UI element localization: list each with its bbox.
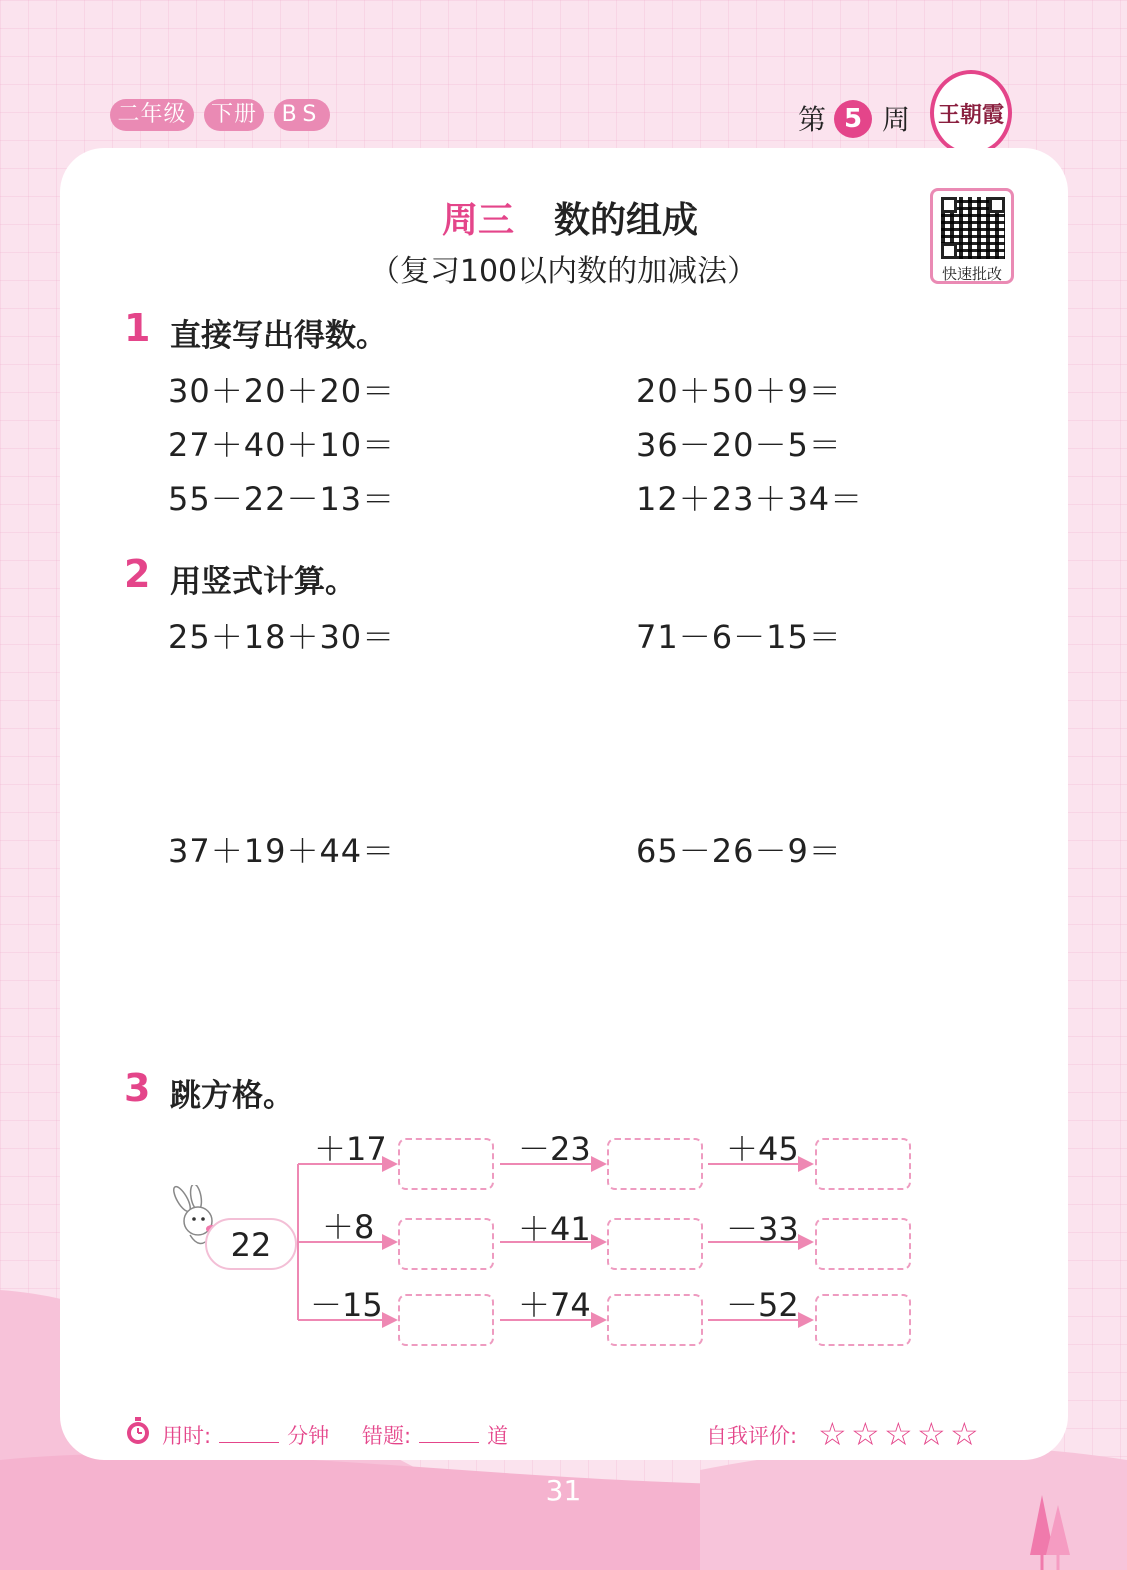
time-unit: 分钟 [287, 1424, 330, 1448]
answer-box[interactable] [398, 1138, 494, 1190]
equation: 12＋23＋34＝ [636, 480, 864, 518]
answer-box[interactable] [607, 1294, 703, 1346]
errors-blank[interactable] [419, 1442, 479, 1443]
page-title: 数的组成 [554, 200, 699, 241]
jump-operation: －33 [726, 1210, 799, 1248]
errors-field [362, 1420, 508, 1450]
answer-box[interactable] [398, 1218, 494, 1270]
page-subtitle: （复习100以内数的加减法） [369, 254, 758, 289]
jump-operation: －15 [310, 1286, 383, 1324]
rating-star[interactable]: ☆ [851, 1415, 880, 1453]
grade-badge: 二年级 [110, 99, 194, 131]
page-number: 31 [545, 1474, 582, 1507]
equation: 20＋50＋9＝ [636, 372, 842, 410]
edition-badge: BS [274, 99, 330, 131]
qr-label: 快速批改 [941, 265, 1002, 283]
equation: 27＋40＋10＝ [168, 426, 396, 464]
equation: 37＋19＋44＝ [168, 832, 396, 870]
section-number: 3 [124, 1066, 151, 1110]
jump-operation: ＋74 [518, 1286, 591, 1324]
jump-operation: －52 [726, 1286, 799, 1324]
section-title: 跳方格。 [170, 1078, 294, 1114]
week-prefix: 第 [798, 103, 827, 136]
equation: 25＋18＋30＝ [168, 618, 396, 656]
answer-box[interactable] [815, 1218, 911, 1270]
section-number: 1 [124, 306, 151, 350]
section-number: 2 [124, 552, 151, 596]
self-eval-label: 自我评价: [706, 1424, 798, 1448]
time-label: 用时: [162, 1424, 212, 1448]
errors-unit: 道 [487, 1424, 509, 1448]
jump-operation: ＋41 [518, 1210, 591, 1248]
jump-operation: －23 [518, 1130, 591, 1168]
volume-badge: 下册 [204, 99, 264, 131]
stopwatch-icon [124, 1416, 152, 1446]
rating-star[interactable]: ☆ [884, 1415, 913, 1453]
equation: 30＋20＋20＝ [168, 372, 396, 410]
time-used-field [162, 1420, 329, 1450]
section-title: 直接写出得数。 [170, 318, 387, 354]
equation: 36－20－5＝ [636, 426, 842, 464]
answer-box[interactable] [815, 1138, 911, 1190]
rating-star[interactable]: ☆ [818, 1415, 847, 1453]
answer-box[interactable] [398, 1294, 494, 1346]
equation: 55－22－13＝ [168, 480, 396, 518]
time-blank[interactable] [219, 1442, 279, 1443]
week-number-badge: 5 [834, 100, 872, 138]
brand-logo-text: 王朝霞 [937, 101, 1004, 128]
errors-label: 错题: [362, 1424, 412, 1448]
section-title: 用竖式计算。 [170, 564, 356, 600]
answer-box[interactable] [815, 1294, 911, 1346]
start-number-bubble: 22 [205, 1218, 297, 1270]
jump-operation: ＋8 [322, 1208, 375, 1246]
title-day: 周三 [442, 200, 515, 241]
jump-operation: ＋45 [726, 1130, 799, 1168]
jump-operation: ＋17 [314, 1130, 387, 1168]
equation: 65－26－9＝ [636, 832, 842, 870]
rating-star[interactable]: ☆ [950, 1415, 979, 1453]
week-suffix: 周 [882, 103, 911, 136]
equation: 71－6－15＝ [636, 618, 842, 656]
answer-box[interactable] [607, 1138, 703, 1190]
rating-star[interactable]: ☆ [917, 1415, 946, 1453]
answer-box[interactable] [607, 1218, 703, 1270]
